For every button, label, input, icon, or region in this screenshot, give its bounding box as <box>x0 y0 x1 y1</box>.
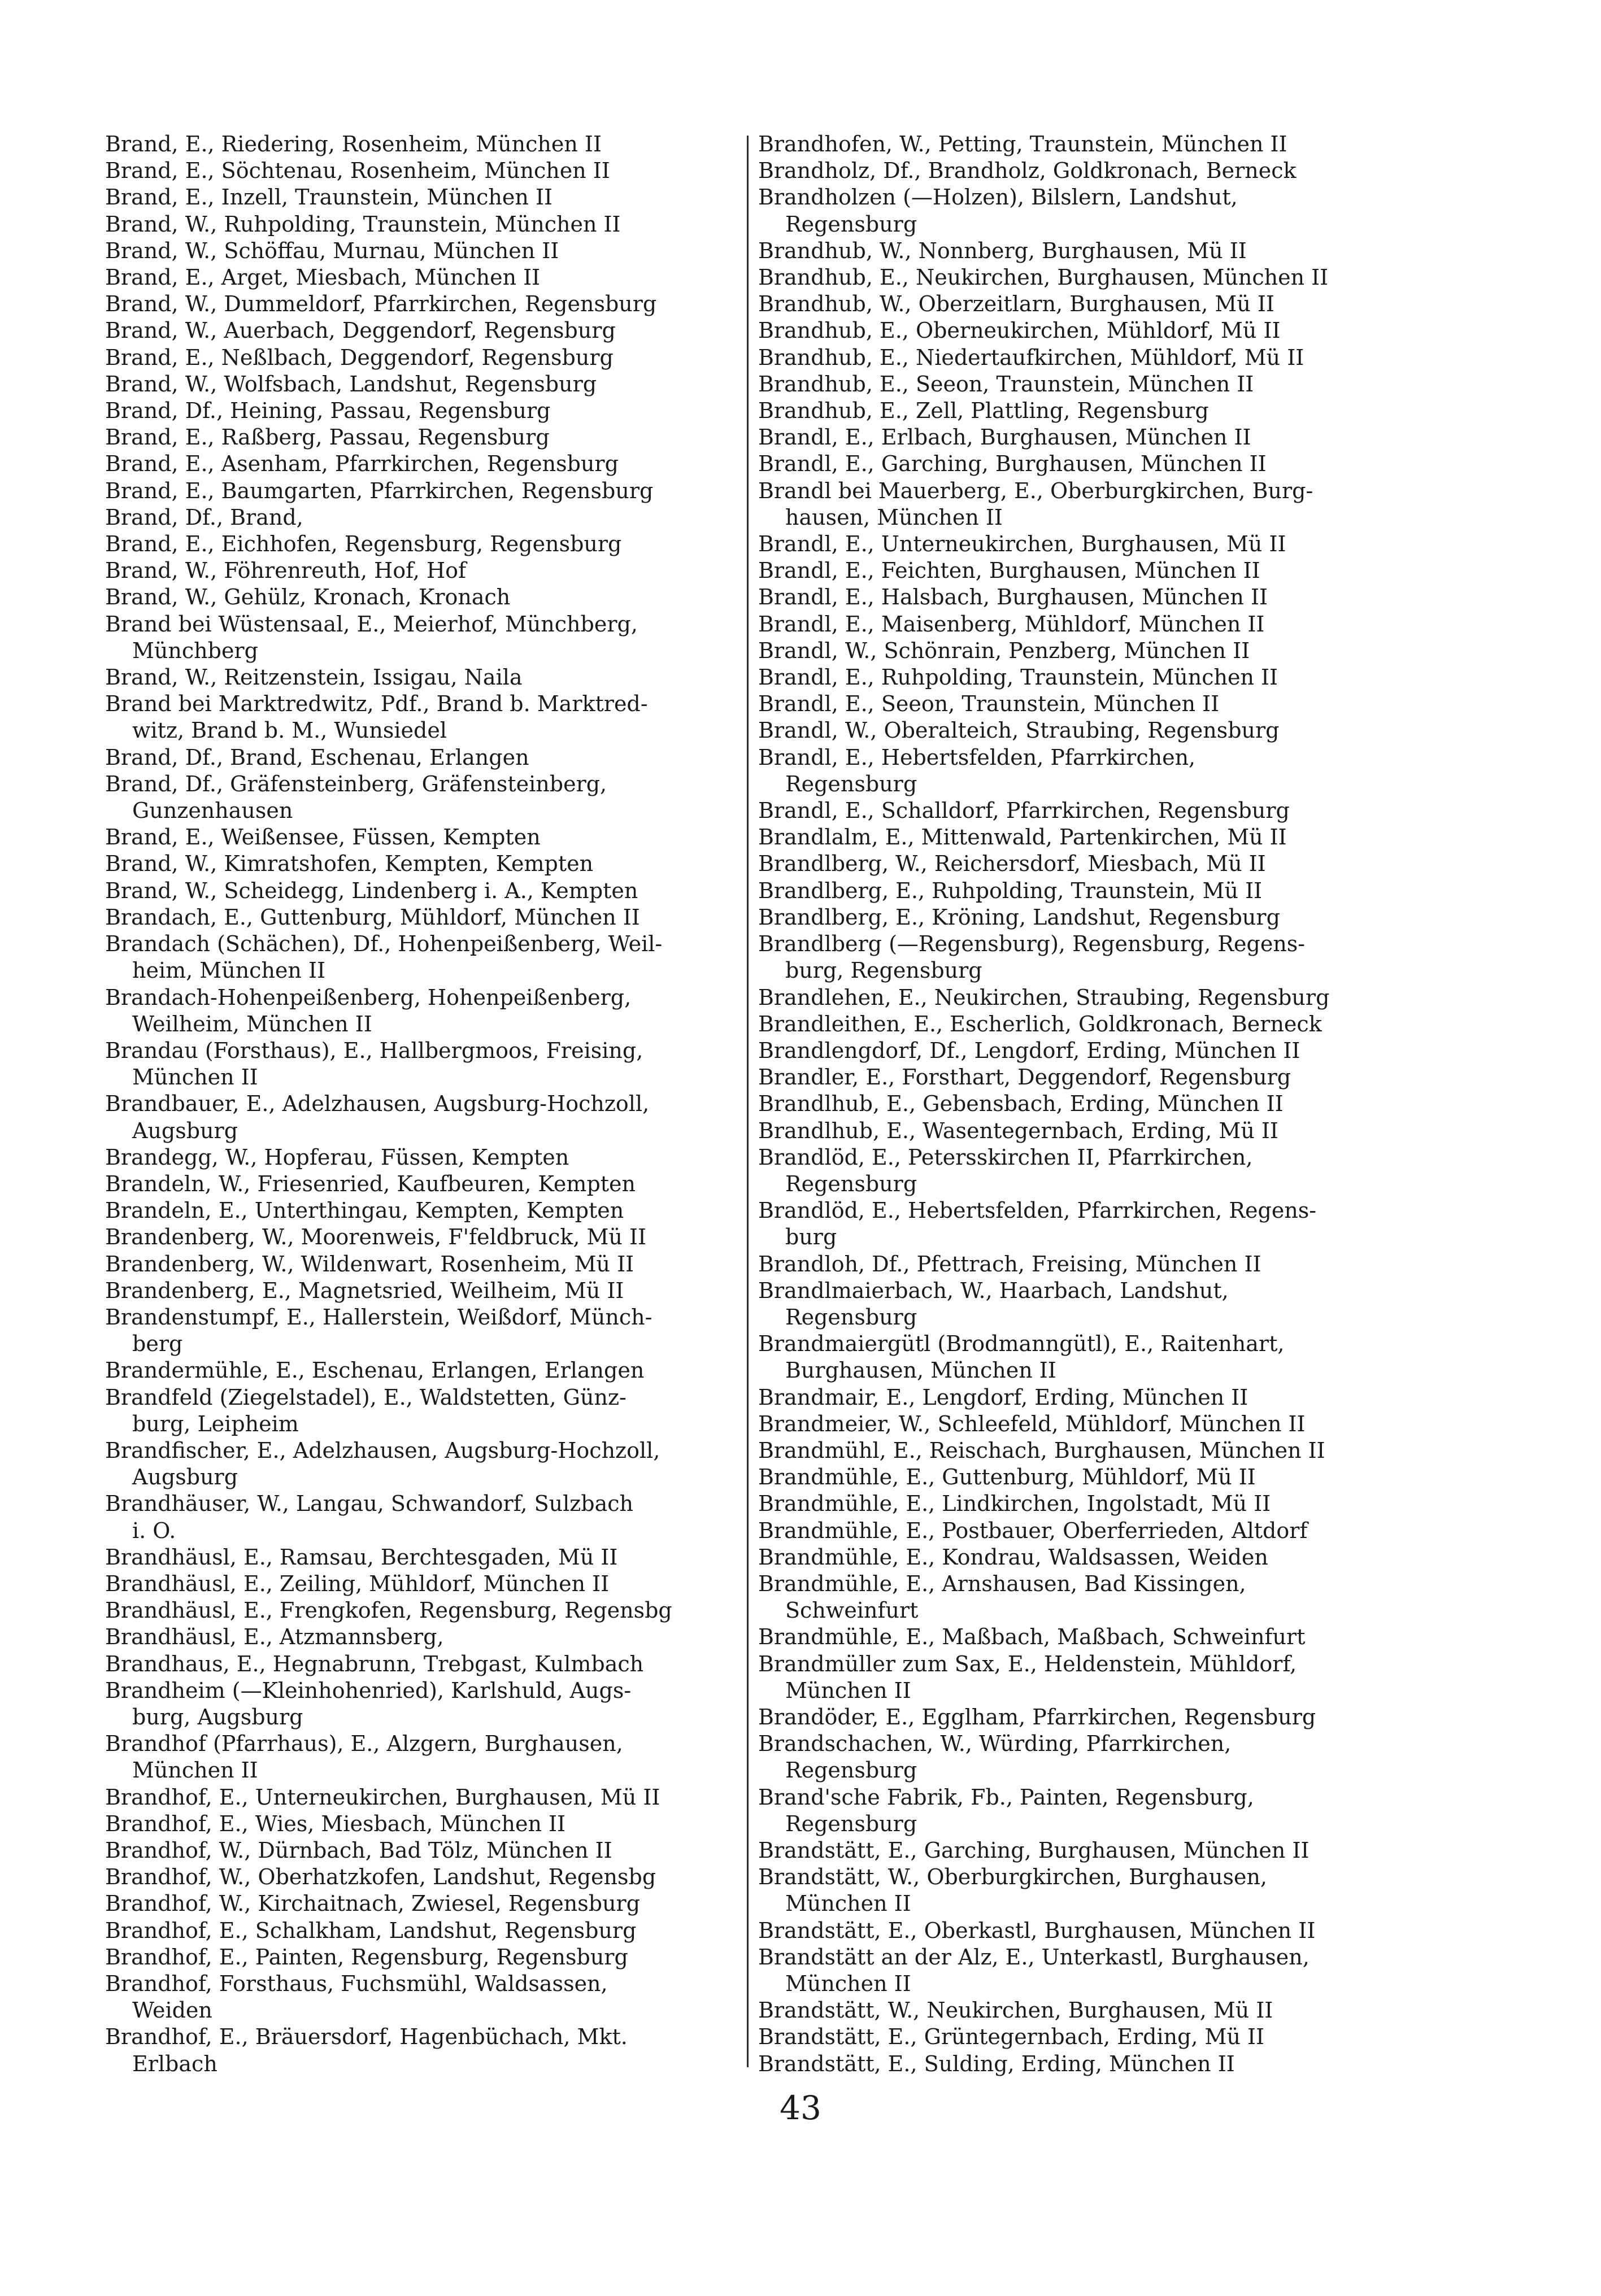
entry-continuation-line: Weiden <box>132 1998 212 2023</box>
entry-continuation-line: München II <box>132 1758 258 1783</box>
entry-line: Brandlöd, E., Hebertsfelden, Pfarrkirchen, Regens- <box>758 1198 1317 1223</box>
entry-line: Brandmühle, E., Maßbach, Maßbach, Schweinfurt <box>758 1624 1306 1650</box>
entry-line: Brandhof, W., Dürnbach, Bad Tölz, München II <box>105 1838 612 1863</box>
entry-line: Brandhub, E., Oberneukirchen, Mühldorf, Mü II <box>758 318 1281 343</box>
entry-line: Brandermühle, E., Eschenau, Erlangen, Erlangen <box>105 1358 645 1383</box>
entry-line: Brandmair, E., Lengdorf, Erding, München II <box>758 1384 1248 1410</box>
index-entry <box>105 1571 740 1597</box>
entry-line: Brandhof, E., Unterneukirchen, Burghausen, Mü II <box>105 1784 660 1810</box>
entry-line: Brandstätt, W., Oberburgkirchen, Burghausen, <box>758 1864 1267 1890</box>
index-entry <box>758 557 1408 584</box>
index-entry <box>758 2051 1408 2077</box>
entry-continuation-line: Münchberg <box>132 638 258 663</box>
index-entry <box>758 478 1408 531</box>
index-entry <box>105 1811 740 1837</box>
index-entry <box>758 584 1408 611</box>
entry-line: Brandl, W., Oberalteich, Straubing, Regensburg <box>758 718 1280 743</box>
index-entry <box>105 478 740 504</box>
entry-line: Brandlberg, E., Kröning, Landshut, Regensburg <box>758 904 1280 930</box>
index-entry <box>758 1864 1408 1917</box>
entry-line: Brandlhub, E., Wasentegernbach, Erding, Mü II <box>758 1118 1278 1143</box>
index-entry <box>105 1864 740 1890</box>
entry-line: Brandl, E., Ruhpolding, Traunstein, München II <box>758 665 1278 690</box>
entry-line: Brandlöd, E., Petersskirchen II, Pfarrkirchen, <box>758 1144 1253 1170</box>
index-entry <box>105 1651 740 1678</box>
entry-line: Brandfeld (Ziegelstadel), E., Waldstetten, Günz- <box>105 1384 627 1410</box>
entry-line: Brandmühle, E., Lindkirchen, Ingolstadt, Mü II <box>758 1491 1271 1517</box>
index-entry <box>758 984 1408 1011</box>
index-entry <box>758 238 1408 264</box>
entry-line: Brand bei Wüstensaal, E., Meierhof, Münchberg, <box>105 611 638 637</box>
entry-line: Brand, W., Gehülz, Kronach, Kronach <box>105 585 511 610</box>
entry-line: Brand, W., Reitzenstein, Issigau, Naila <box>105 665 523 690</box>
entry-line: Brandbauer, E., Adelzhausen, Augsburg-Hochzoll, <box>105 1091 650 1117</box>
page-number: 43 <box>780 2089 821 2127</box>
entry-line: Brand, E., Neßlbach, Deggendorf, Regensburg <box>105 345 614 370</box>
index-entry <box>758 611 1408 638</box>
index-entry <box>105 1224 740 1251</box>
entry-continuation-line: hausen, München II <box>785 504 1003 530</box>
entry-line: Brandlehen, E., Neukirchen, Straubing, Regensburg <box>758 984 1330 1010</box>
entry-continuation-line: berg <box>132 1331 183 1357</box>
left-column <box>105 131 740 2077</box>
entry-line: Brandhäusl, E., Atzmannsberg, <box>105 1624 444 1650</box>
entry-line: Brand, Df., Brand, Eschenau, Erlangen <box>105 744 529 770</box>
entry-line: Brandhof, E., Painten, Regensburg, Regensburg <box>105 1944 628 1970</box>
entry-line: Brandhäusl, E., Frengkofen, Regensburg, Regensbg <box>105 1598 672 1623</box>
index-entry <box>105 1357 740 1384</box>
index-entry <box>105 238 740 264</box>
index-entry <box>105 1038 740 1091</box>
entry-continuation-line: München II <box>785 1971 911 1997</box>
entry-line: Brandlberg, W., Reichersdorf, Miesbach, Mü II <box>758 851 1266 877</box>
entry-line: Brand, W., Schöffau, Murnau, München II <box>105 238 559 263</box>
entry-line: Brandlengdorf, Df., Lengdorf, Erding, München II <box>758 1038 1300 1063</box>
entry-line: Brand, E., Baumgarten, Pfarrkirchen, Regensburg <box>105 478 654 503</box>
entry-line: Brand, Df., Brand, <box>105 504 303 530</box>
index-entry <box>758 691 1408 717</box>
entry-line: Brandl, E., Maisenberg, Mühldorf, München II <box>758 611 1265 637</box>
index-entry <box>105 345 740 371</box>
entry-continuation-line: München II <box>132 1065 258 1090</box>
entry-line: Brand, E., Arget, Miesbach, München II <box>105 265 541 290</box>
entry-line: Brandstätt, E., Garching, Burghausen, München II <box>758 1838 1309 1863</box>
entry-continuation-line: i. O. <box>132 1518 176 1543</box>
entry-continuation-line: Regensburg <box>785 771 917 796</box>
index-entry <box>758 638 1408 664</box>
index-entry <box>105 131 740 158</box>
entry-line: Brandstätt, W., Neukirchen, Burghausen, Mü II <box>758 1998 1273 2023</box>
entry-continuation-line: burg, Augsburg <box>132 1704 303 1729</box>
index-entry <box>105 317 740 344</box>
index-entry <box>758 317 1408 344</box>
index-entry <box>105 1544 740 1571</box>
index-entry <box>105 1144 740 1171</box>
entry-line: Brandmaiergütl (Brodmanngütl), E., Raitenhart, <box>758 1331 1285 1357</box>
entry-line: Brand, W., Kimratshofen, Kempten, Kempten <box>105 851 594 877</box>
index-entry <box>105 1784 740 1811</box>
entry-line: Brandhof (Pfarrhaus), E., Alzgern, Burghausen, <box>105 1731 623 1757</box>
entry-line: Brand, Df., Gräfensteinberg, Gräfensteinberg, <box>105 771 607 796</box>
index-entry <box>758 744 1408 798</box>
index-entry <box>758 531 1408 557</box>
entry-continuation-line: heim, München II <box>132 958 325 983</box>
entry-line: Brandhub, E., Zell, Plattling, Regensburg <box>758 398 1209 424</box>
index-entry <box>758 1011 1408 1038</box>
index-entry <box>758 1491 1408 1517</box>
index-entry <box>105 291 740 317</box>
entry-line: Brandmühle, E., Postbauer, Oberferrieden, Altdorf <box>758 1518 1308 1543</box>
entry-line: Brandhub, E., Seeon, Traunstein, München II <box>758 371 1254 397</box>
entry-line: Brandl, E., Seeon, Traunstein, München II <box>758 691 1220 717</box>
entry-line: Brandl, E., Feichten, Burghausen, München II <box>758 558 1260 583</box>
index-entry <box>758 1704 1408 1731</box>
entry-line: Brandhub, W., Nonnberg, Burghausen, Mü II <box>758 238 1247 263</box>
index-entry <box>758 664 1408 691</box>
entry-line: Brand, W., Dummeldorf, Pfarrkirchen, Regensburg <box>105 291 657 317</box>
index-entry <box>758 1091 1408 1117</box>
entry-continuation-line: Augsburg <box>132 1118 238 1143</box>
index-entry <box>105 504 740 531</box>
entry-line: Brandstätt, E., Grüntegernbach, Erding, Mü II <box>758 2024 1265 2050</box>
index-entry <box>758 1038 1408 1064</box>
entry-line: Brandl, E., Hebertsfelden, Pfarrkirchen, <box>758 744 1196 770</box>
entry-line: Brandhub, W., Oberzeitlarn, Burghausen, Mü II <box>758 291 1274 317</box>
entry-continuation-line: witz, Brand b. M., Wunsiedel <box>132 718 447 743</box>
index-entry <box>758 1464 1408 1491</box>
index-entry <box>758 371 1408 398</box>
entry-line: Brandl, E., Garching, Burghausen, München II <box>758 451 1267 477</box>
entry-line: Brandler, E., Forsthart, Deggendorf, Regensburg <box>758 1065 1291 1090</box>
index-entry <box>758 717 1408 744</box>
index-entry <box>105 904 740 931</box>
index-entry <box>105 1278 740 1304</box>
entry-line: Brandl, E., Unterneukirchen, Burghausen, Mü II <box>758 531 1286 557</box>
entry-continuation-line: Burghausen, München II <box>785 1358 1056 1383</box>
entry-continuation-line: Augsburg <box>132 1465 238 1490</box>
entry-continuation-line: burg, Leipheim <box>132 1411 299 1436</box>
index-entry <box>105 1171 740 1197</box>
index-entry <box>105 1091 740 1144</box>
index-entry <box>758 1411 1408 1437</box>
index-entry <box>758 1518 1408 1544</box>
entry-line: Brandholz, Df., Brandholz, Goldkronach, Berneck <box>758 158 1297 184</box>
index-entry <box>105 1624 740 1650</box>
index-entry <box>758 291 1408 317</box>
entry-continuation-line: Regensburg <box>785 1171 917 1196</box>
entry-continuation-line: burg, Regensburg <box>785 958 982 983</box>
entry-line: Brandmühle, E., Arnshausen, Bad Kissingen, <box>758 1571 1246 1596</box>
entry-line: Brandl, E., Erlbach, Burghausen, München II <box>758 425 1251 450</box>
index-entry <box>105 1678 740 1731</box>
entry-line: Brandschachen, W., Würding, Pfarrkirchen, <box>758 1731 1232 1757</box>
index-entry <box>105 1890 740 1917</box>
index-entry <box>758 1997 1408 2024</box>
index-entry <box>105 984 740 1038</box>
entry-line: Brand, Df., Heining, Passau, Regensburg <box>105 398 551 424</box>
entry-line: Brand, W., Föhrenreuth, Hof, Hof <box>105 558 467 583</box>
index-entry <box>105 1251 740 1278</box>
entry-line: Brandl bei Mauerberg, E., Oberburgkirchen, Burg- <box>758 478 1313 503</box>
entry-line: Brandmüller zum Sax, E., Heldenstein, Mühldorf, <box>758 1651 1297 1676</box>
index-entry <box>758 1571 1408 1624</box>
right-column <box>758 131 1408 2077</box>
entry-line: Brandenberg, W., Wildenwart, Rosenheim, Mü II <box>105 1251 634 1276</box>
index-entry <box>105 931 740 984</box>
entry-line: Brandlmaierbach, W., Haarbach, Landshut, <box>758 1278 1229 1303</box>
index-entry <box>105 531 740 557</box>
entry-line: Brand bei Marktredwitz, Pdf., Brand b. Marktred- <box>105 691 648 717</box>
entry-continuation-line: Weilheim, München II <box>132 1011 372 1036</box>
index-entry <box>758 1784 1408 1837</box>
index-entry <box>758 851 1408 877</box>
index-entry <box>758 264 1408 291</box>
index-entry <box>758 1837 1408 1864</box>
entry-line: Brandleithen, E., Escherlich, Goldkronach, Berneck <box>758 1011 1322 1036</box>
entry-line: Brandenberg, W., Moorenweis, F'feldbruck, Mü II <box>105 1225 646 1250</box>
index-entry <box>758 904 1408 931</box>
column-divider <box>747 136 749 2067</box>
entry-line: Brand, E., Asenham, Pfarrkirchen, Regensburg <box>105 451 619 477</box>
index-entry <box>105 1597 740 1624</box>
entry-line: Brandau (Forsthaus), E., Hallbergmoos, Freising, <box>105 1038 643 1063</box>
entry-line: Brandhofen, W., Petting, Traunstein, München II <box>758 132 1287 156</box>
entry-line: Brandholzen (—Holzen), Bilslern, Landshut, <box>758 185 1238 210</box>
index-entry <box>105 2024 740 2077</box>
entry-line: Brandl, E., Schalldorf, Pfarrkirchen, Regensburg <box>758 798 1290 824</box>
entry-line: Brandhaus, E., Hegnabrunn, Trebgast, Kulmbach <box>105 1651 644 1676</box>
index-entry <box>105 851 740 877</box>
entry-continuation-line: burg <box>785 1225 837 1250</box>
index-entry <box>758 1118 1408 1144</box>
index-entry <box>105 824 740 851</box>
entry-line: Brandhof, E., Wies, Miesbach, München II <box>105 1811 566 1836</box>
entry-line: Brand, W., Ruhpolding, Traunstein, München II <box>105 211 621 237</box>
entry-line: Brandach-Hohenpeißenberg, Hohenpeißenberg, <box>105 984 632 1010</box>
entry-line: Brandl, E., Halsbach, Burghausen, München II <box>758 585 1268 610</box>
index-entry <box>758 451 1408 477</box>
entry-line: Brandl, W., Schönrain, Penzberg, München II <box>758 638 1250 663</box>
entry-line: Brandhäuser, W., Langau, Schwandorf, Sulzbach <box>105 1491 634 1517</box>
entry-line: Brandach, E., Guttenburg, Mühldorf, München II <box>105 904 640 930</box>
entry-continuation-line: Gunzenhausen <box>132 798 293 824</box>
index-entry <box>105 424 740 451</box>
entry-line: Brandhäusl, E., Ramsau, Berchtesgaden, Mü II <box>105 1544 618 1570</box>
index-entry <box>105 1437 740 1491</box>
entry-continuation-line: Regensburg <box>785 1758 917 1783</box>
entry-continuation-line: Regensburg <box>785 1304 917 1330</box>
index-entry <box>758 1544 1408 1571</box>
index-entry <box>105 1304 740 1357</box>
entry-continuation-line: München II <box>785 1891 911 1916</box>
entry-continuation-line: Erlbach <box>132 2051 217 2076</box>
entry-line: Brand, E., Weißensee, Füssen, Kempten <box>105 825 541 850</box>
index-entry <box>105 1944 740 1971</box>
index-entry <box>105 611 740 664</box>
index-entry <box>758 1944 1408 1997</box>
index-entry <box>758 1624 1408 1650</box>
index-entry <box>105 211 740 238</box>
index-entry <box>758 1331 1408 1384</box>
entry-continuation-line: Schweinfurt <box>785 1598 919 1623</box>
index-entry <box>105 691 740 744</box>
index-entry <box>105 1731 740 1784</box>
entry-line: Brandmeier, W., Schleefeld, Mühldorf, München II <box>758 1411 1306 1436</box>
index-entry <box>758 424 1408 451</box>
index-entry <box>758 1064 1408 1091</box>
entry-continuation-line: München II <box>785 1678 911 1703</box>
entry-line: Brandeln, W., Friesenried, Kaufbeuren, Kempten <box>105 1171 636 1196</box>
entry-line: Brandlberg (—Regensburg), Regensburg, Regens- <box>758 931 1306 957</box>
entry-line: Brand, E., Söchtenau, Rosenheim, München II <box>105 158 610 184</box>
index-entry <box>758 1251 1408 1278</box>
index-entry <box>758 131 1408 158</box>
index-entry <box>758 1651 1408 1704</box>
index-entry <box>758 1278 1408 1331</box>
entry-line: Brandhub, E., Neukirchen, Burghausen, München II <box>758 265 1329 290</box>
entry-line: Brandmühle, E., Guttenburg, Mühldorf, Mü II <box>758 1465 1256 1490</box>
entry-line: Brand, E., Raßberg, Passau, Regensburg <box>105 425 550 450</box>
entry-line: Brandheim (—Kleinhohenried), Karlshuld, Augs- <box>105 1678 632 1703</box>
entry-line: Brandlberg, E., Ruhpolding, Traunstein, Mü II <box>758 878 1263 903</box>
entry-line: Brandenberg, E., Magnetsried, Weilheim, Mü II <box>105 1278 624 1303</box>
entry-line: Brand'sche Fabrik, Fb., Painten, Regensburg, <box>758 1784 1254 1810</box>
entry-line: Brandhof, W., Oberhatzkofen, Landshut, Regensbg <box>105 1864 656 1890</box>
index-entry <box>758 824 1408 851</box>
index-entry <box>758 1437 1408 1464</box>
index-entry <box>758 184 1408 237</box>
index-entry <box>758 2024 1408 2050</box>
index-entry <box>758 398 1408 424</box>
index-entry <box>758 345 1408 371</box>
index-entry <box>105 451 740 477</box>
index-entry <box>105 771 740 824</box>
index-entry <box>758 158 1408 184</box>
entry-line: Brandstätt, E., Sulding, Erding, München II <box>758 2051 1235 2076</box>
index-entry <box>105 1918 740 1944</box>
index-entry <box>105 664 740 691</box>
index-entry <box>758 798 1408 824</box>
entry-line: Brandeln, E., Unterthingau, Kempten, Kempten <box>105 1198 624 1223</box>
index-entry <box>105 398 740 424</box>
index-entry <box>105 184 740 211</box>
index-entry <box>758 1731 1408 1784</box>
index-entry <box>105 1491 740 1544</box>
index-entry <box>105 1384 740 1437</box>
index-entry <box>758 931 1408 984</box>
index-entry <box>105 1197 740 1224</box>
entry-line: Brandach (Schächen), Df., Hohenpeißenberg, Weil- <box>105 931 663 957</box>
entry-line: Brandloh, Df., Pfettrach, Freising, München II <box>758 1251 1261 1276</box>
entry-line: Brand, E., Eichhofen, Regensburg, Regensburg <box>105 531 622 557</box>
index-entry <box>105 557 740 584</box>
index-entry <box>758 1918 1408 1944</box>
index-entry <box>105 744 740 771</box>
index-entry <box>105 264 740 291</box>
entry-line: Brandegg, W., Hopferau, Füssen, Kempten <box>105 1144 569 1170</box>
entry-line: Brandenstumpf, E., Hallerstein, Weißdorf, Münch- <box>105 1304 652 1330</box>
entry-line: Brand, W., Auerbach, Deggendorf, Regensburg <box>105 318 616 343</box>
entry-line: Brandlalm, E., Mittenwald, Partenkirchen, Mü II <box>758 825 1287 850</box>
entry-continuation-line: Regensburg <box>785 1811 917 1836</box>
index-entry <box>758 1197 1408 1251</box>
index-entry <box>758 878 1408 904</box>
entry-line: Brand, E., Riedering, Rosenheim, München II <box>105 132 602 156</box>
entry-line: Brandmühle, E., Kondrau, Waldsassen, Weiden <box>758 1544 1268 1570</box>
index-entry <box>105 158 740 184</box>
entry-continuation-line: Regensburg <box>785 211 917 237</box>
index-entry <box>105 878 740 904</box>
index-entry <box>105 1837 740 1864</box>
entry-line: Brandhof, E., Bräuersdorf, Hagenbüchach, Mkt. <box>105 2024 628 2050</box>
entry-line: Brandlhub, E., Gebensbach, Erding, München II <box>758 1091 1284 1117</box>
entry-line: Brandhäusl, E., Zeiling, Mühldorf, München II <box>105 1571 610 1596</box>
index-entry <box>105 584 740 611</box>
entry-line: Brand, W., Wolfsbach, Landshut, Regensburg <box>105 371 597 397</box>
entry-line: Brandstätt an der Alz, E., Unterkastl, Burghausen, <box>758 1944 1309 1970</box>
entry-line: Brandmühl, E., Reischach, Burghausen, München II <box>758 1437 1325 1463</box>
index-entry <box>758 1144 1408 1197</box>
entry-line: Brandöder, E., Egglham, Pfarrkirchen, Regensburg <box>758 1704 1316 1729</box>
entry-line: Brandhof, W., Kirchaitnach, Zwiesel, Regensburg <box>105 1891 641 1916</box>
index-entry <box>105 1971 740 2024</box>
index-entry <box>105 371 740 398</box>
entry-line: Brand, W., Scheidegg, Lindenberg i. A., Kempten <box>105 878 638 903</box>
index-entry <box>758 1384 1408 1411</box>
entry-line: Brandhof, Forsthaus, Fuchsmühl, Waldsassen, <box>105 1971 608 1997</box>
entry-line: Brandhub, E., Niedertaufkirchen, Mühldorf, Mü II <box>758 345 1304 370</box>
entry-line: Brand, E., Inzell, Traunstein, München II <box>105 185 552 210</box>
entry-line: Brandhof, E., Schalkham, Landshut, Regensburg <box>105 1918 637 1943</box>
entry-line: Brandfischer, E., Adelzhausen, Augsburg-Hochzoll, <box>105 1437 660 1463</box>
entry-line: Brandstätt, E., Oberkastl, Burghausen, München II <box>758 1918 1316 1943</box>
